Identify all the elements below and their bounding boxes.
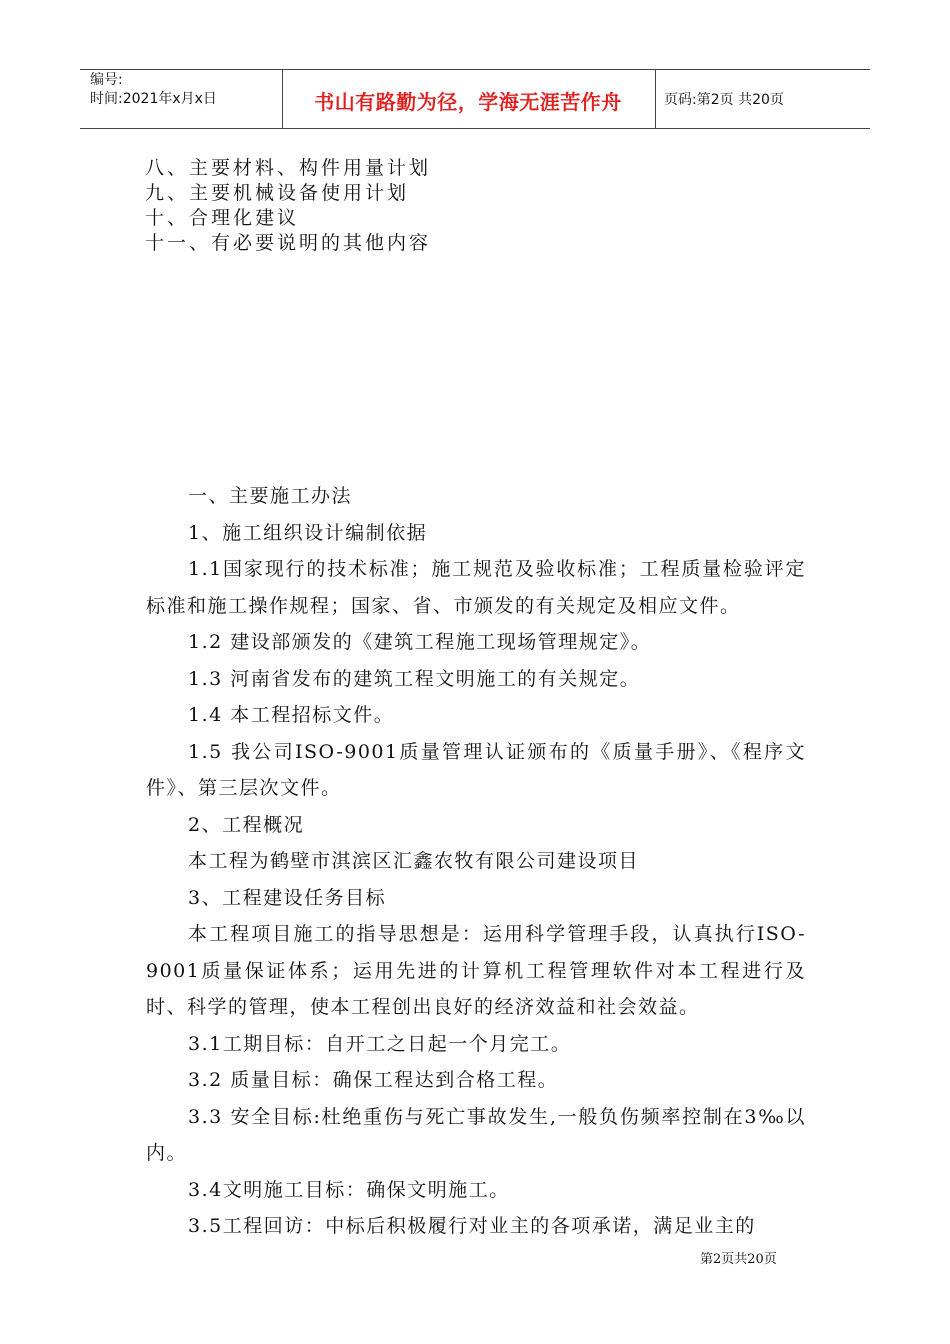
paragraph: 1.4 本工程招标文件。 bbox=[188, 704, 395, 726]
toc-item: 十、合理化建议 bbox=[145, 207, 300, 229]
subsection-heading: 3、工程建设任务目标 bbox=[188, 886, 387, 909]
subsection-heading: 1、施工组织设计编制依据 bbox=[188, 521, 428, 544]
paragraph: 1.3 河南省发布的建筑工程文明施工的有关规定。 bbox=[188, 667, 641, 690]
paragraph: 3.2 质量目标：确保工程达到合格工程。 bbox=[188, 1069, 559, 1091]
paragraph: 1.1国家现行的技术标准；施工规范及验收标准；工程质量检验评定标准和施工操作规程；国家、省、市颁发的有关规定及相应文件。 bbox=[146, 558, 806, 617]
header-top-rule bbox=[80, 69, 870, 70]
header-bottom-rule bbox=[80, 128, 870, 129]
paragraph: 3.4文明施工目标：确保文明施工。 bbox=[188, 1178, 510, 1201]
paragraph: 3.5工程回访：中标后积极履行对业主的各项承诺，满足业主的 bbox=[188, 1215, 756, 1237]
toc-item: 十一、有必要说明的其他内容 bbox=[145, 232, 432, 254]
subsection-heading: 2、工程概况 bbox=[188, 813, 305, 836]
paragraph: 3.1工期目标：自开工之日起一个月完工。 bbox=[188, 1032, 572, 1055]
paragraph: 1.5 我公司ISO-9001质量管理认证颁布的《质量手册》、《程序文件》、第三层次文件。 bbox=[146, 740, 806, 799]
toc-item: 九、主要机械设备使用计划 bbox=[145, 182, 410, 204]
header-page-info: 页码:第2页 共20页 bbox=[664, 92, 784, 108]
paragraph: 本工程项目施工的指导思想是：运用科学管理手段，认真执行ISO-9001质量保证体系；运用先进的计算机工程管理软件对本工程进行及时、科学的管理，使本工程创出良好的经济效益和社会效益。 bbox=[146, 923, 806, 1018]
paragraph: 本工程为鹤壁市淇滨区汇鑫农牧有限公司建设项目 bbox=[188, 850, 640, 872]
paragraph: 1.2 建设部颁发的《建筑工程施工现场管理规定》。 bbox=[188, 631, 652, 653]
page-footer: 第2页共20页 bbox=[700, 1252, 777, 1267]
serial-label: 编号: bbox=[90, 72, 123, 88]
section-heading: 一、主要施工办法 bbox=[188, 485, 353, 507]
header-meta bbox=[90, 71, 217, 109]
header-motto: 书山有路勤为径，学海无涯苦作舟 bbox=[314, 90, 622, 114]
date-line: 时间:2021年x月x日 bbox=[90, 91, 217, 107]
header-divider-right bbox=[655, 69, 656, 129]
table-of-contents bbox=[145, 156, 431, 256]
toc-item: 八、主要材料、构件用量计划 bbox=[145, 157, 432, 179]
document-body bbox=[146, 478, 806, 1245]
paragraph: 3.3 安全目标:杜绝重伤与死亡事故发生,一般负伤频率控制在3‰以内。 bbox=[146, 1105, 806, 1164]
